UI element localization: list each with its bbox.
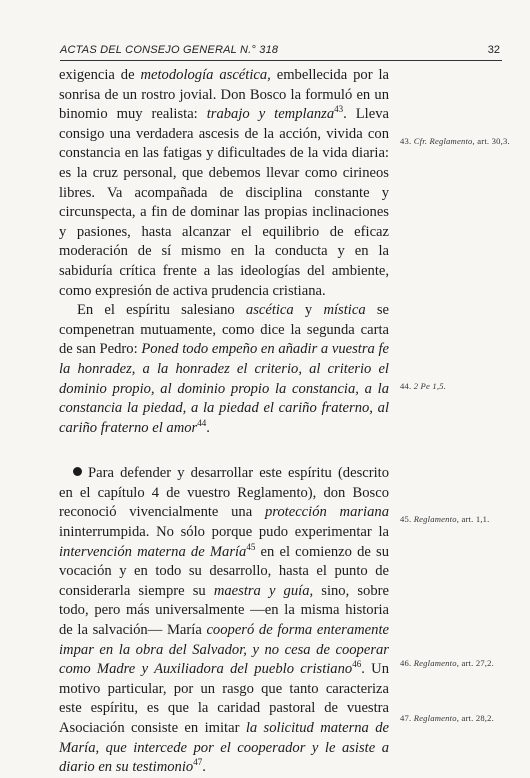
text-run: . Lleva consigo una verdadera ascesis de la acción, vivida con constancia en las fatigas y dificultades de la vida diaria: es la cruz personal, que debemos llevar como cirineos libres. Va acompañada de disciplina constante y circunspecta, a fin de dominar las propias inclinaciones y pasiones, hasta alcanzar el equilibrio de eficaz moderación de sí mismo en la conducta y en la sabiduría crítica frente a las ideologías del ambiente, como expresión de activa prudencia cristiana. xyxy=(59,106,389,299)
note-number: 46. xyxy=(400,658,412,668)
note-text: art. 27,2. xyxy=(459,658,495,668)
running-header-title: ACTAS DEL CONSEJO GENERAL N.° 318 xyxy=(60,44,279,56)
note-number: 47. xyxy=(400,713,412,723)
text-run: ininterrumpida. No sólo porque pudo experimentar la xyxy=(59,524,389,541)
italic-run: maestra y guía, xyxy=(213,582,314,599)
text-run: y xyxy=(293,302,324,319)
text-run: en el comienzo de su vocación y en todo su desarrollo, hasta el punto de considerarla siempre su xyxy=(59,543,389,599)
note-text: art. 28,2. xyxy=(459,713,495,723)
italic-run: mística xyxy=(323,302,366,319)
italic-run: cooperó de forma enteramente impar en la obra del Salvador, y no cesa de cooperar como Madre y Auxiliadora del pueblo cristiano xyxy=(59,622,389,678)
main-text xyxy=(59,66,389,778)
italic-run: trabajo y templanza xyxy=(206,106,335,123)
note-ref: Cfr. Reglamento, xyxy=(413,136,475,146)
footnote-ref-45: 45 xyxy=(246,541,256,552)
text-run: Para defender y desarrollar este espíritu (descrito en el capítulo 4 de vuestro Reglamento), don Bosco reconoció vivencialmente una xyxy=(59,465,389,521)
note-ref: Reglamento, xyxy=(413,713,460,723)
note-ref: Reglamento, xyxy=(413,514,460,524)
margin-note-45 xyxy=(400,514,510,524)
text-run: . xyxy=(202,759,206,776)
paragraph-3 xyxy=(59,464,389,778)
header-rule xyxy=(60,60,502,61)
margin-note-46 xyxy=(400,658,510,668)
margin-note-47 xyxy=(400,713,510,723)
margin-note-43 xyxy=(400,136,510,146)
text-run: se compenetran mutuamente, como dice la segunda carta de san Pedro: xyxy=(59,302,389,358)
text-run: sino, sobre todo, pero más universalmente —en la misma historia de la salvación— María xyxy=(59,582,389,639)
note-text: art. 30,3. xyxy=(474,136,510,146)
page-number: 32 xyxy=(487,44,500,56)
note-number: 45. xyxy=(400,514,412,524)
note-text: art. 1,1. xyxy=(459,514,490,524)
footnote-ref-47: 47 xyxy=(193,757,203,768)
footnote-ref-44: 44 xyxy=(197,417,207,428)
text-run: embellecida por la sonrisa de un rostro jovial. Don Bosco la formuló en un binomio muy realista: xyxy=(59,67,389,123)
italic-quote: Poned todo empeño en añadir a vuestra fe la honradez, a la honradez el criterio, al criterio el dominio propio, al dominio propio la constancia, a la constancia la piedad, a la piedad el cariño fraterno, al cariño fraterno el amor xyxy=(59,341,390,436)
note-number: 44. xyxy=(400,381,412,391)
footnote-ref-46: 46 xyxy=(352,659,362,670)
italic-run: ascética xyxy=(245,302,294,319)
text-run: En el espíritu salesiano xyxy=(77,302,246,319)
margin-note-44 xyxy=(400,381,510,391)
note-number: 43. xyxy=(400,136,412,146)
text-run: . Un motivo particular, por un rasgo que tanto caracteriza este espíritu, es que la caridad pastoral de vuestra Asociación consiste en imitar xyxy=(59,661,389,736)
bullet-icon xyxy=(73,467,82,476)
text-run: . xyxy=(206,419,210,436)
note-ref: 2 Pe 1,5. xyxy=(413,381,447,391)
footnote-ref-43: 43 xyxy=(334,104,344,115)
paragraph-1 xyxy=(59,66,389,301)
italic-run: la solicitud materna de María, que intercede por el cooperador y le asiste a diario en su testimonio xyxy=(59,720,390,776)
text-run: exigencia de xyxy=(59,67,141,83)
italic-run: metodología ascética, xyxy=(140,67,271,83)
note-ref: Reglamento, xyxy=(413,658,460,668)
italic-run: intervención materna de María xyxy=(59,543,247,560)
italic-run: protección mariana xyxy=(264,504,389,521)
paragraph-2 xyxy=(59,301,389,438)
